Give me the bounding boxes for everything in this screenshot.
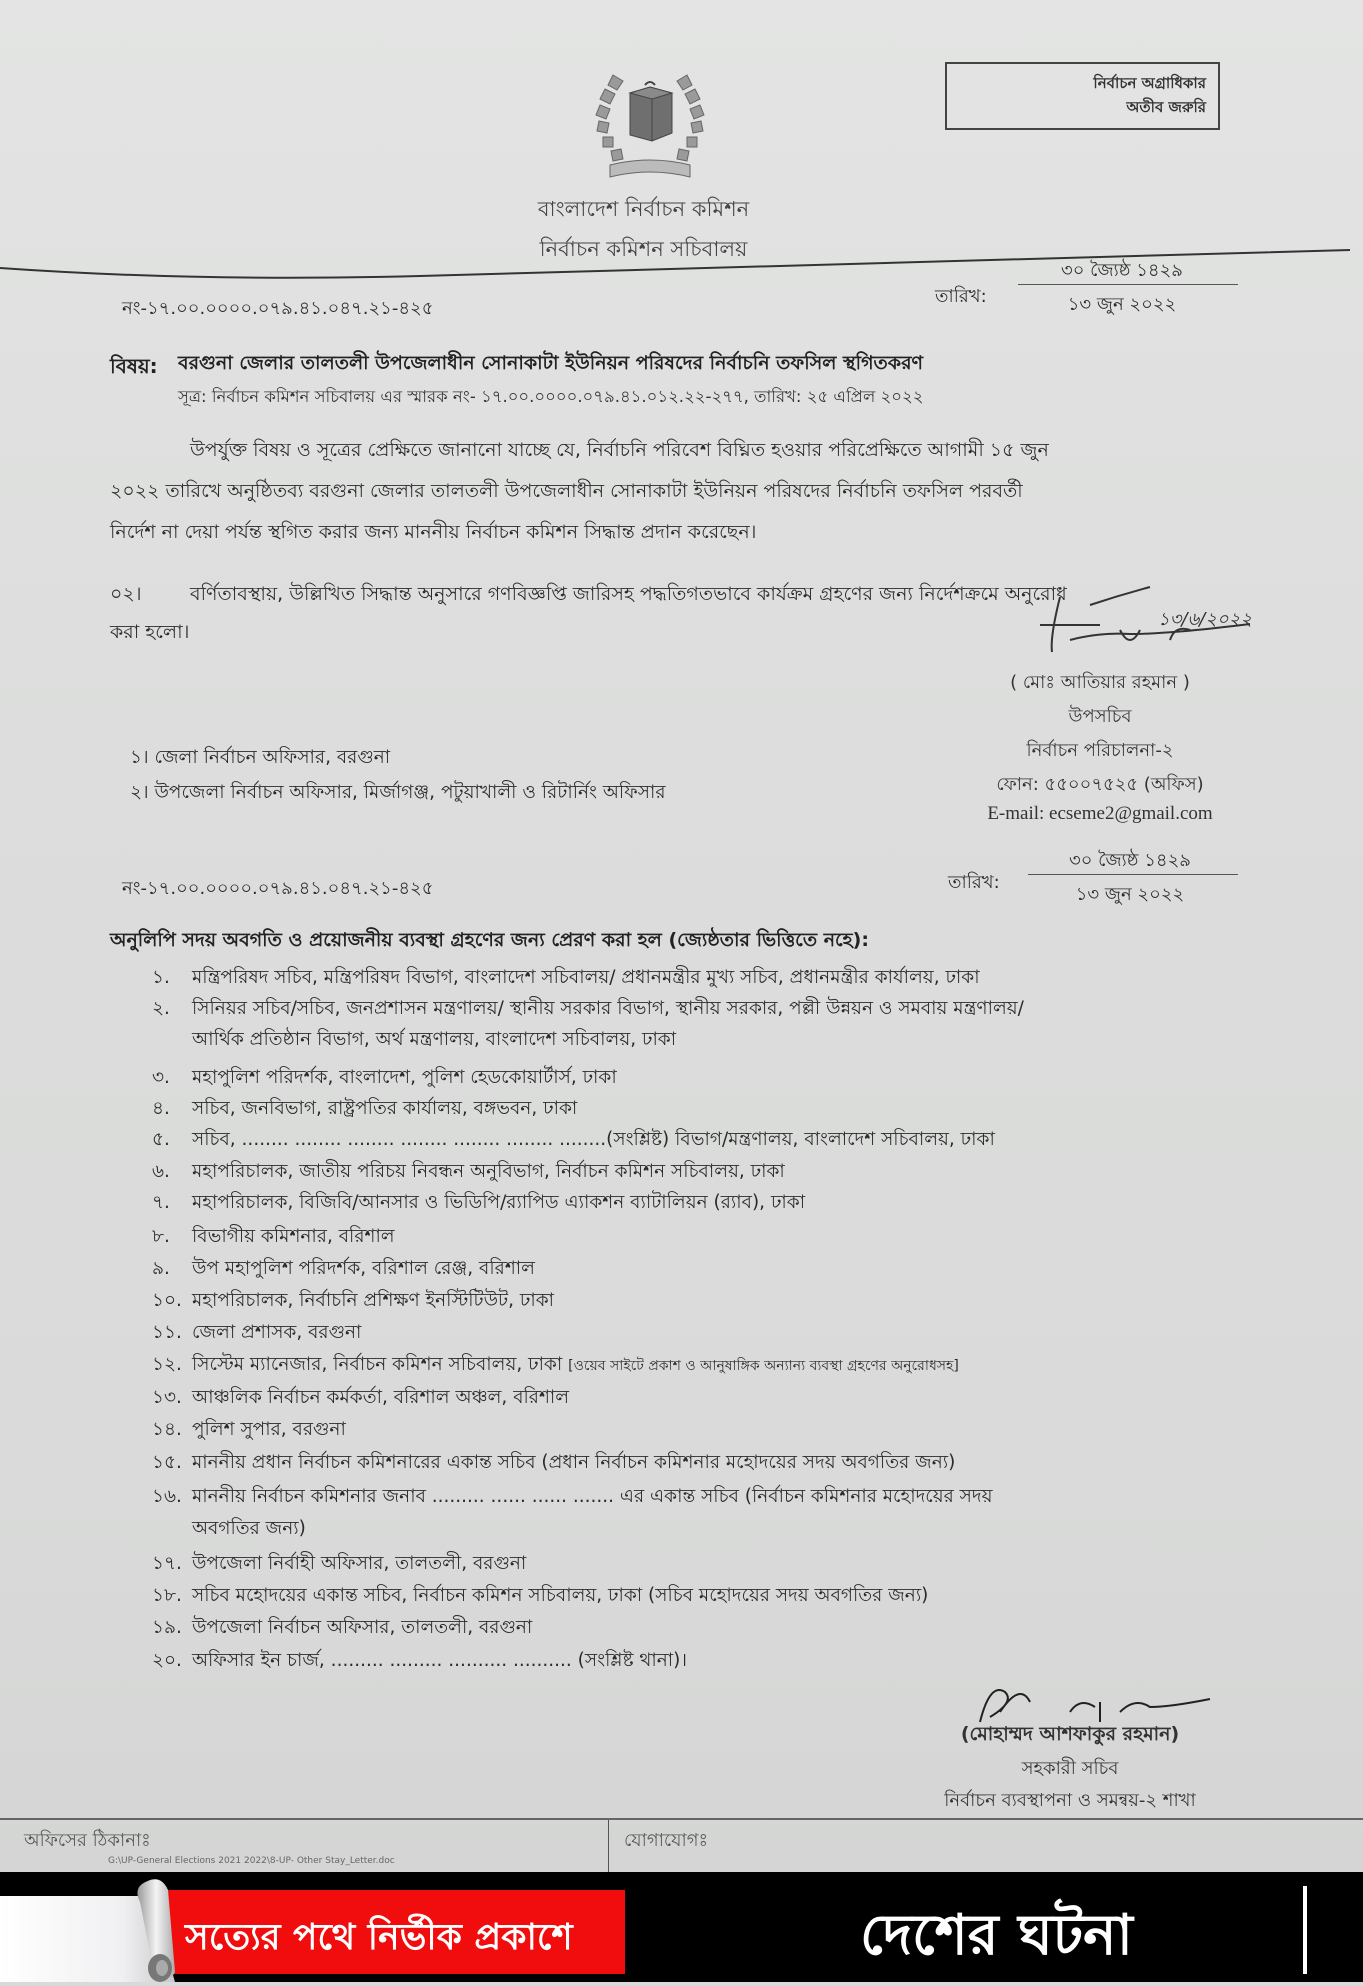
copy-list-item: ৯. উপ মহাপুলিশ পরিদর্শক, বরিশাল রেঞ্জ, বরিশাল	[152, 1258, 535, 1279]
brand-name: দেশের ঘটনা	[860, 1903, 1133, 1968]
signatory1-phone: ফোন: ৫৫০০৭৫২৫ (অফিস)	[996, 774, 1204, 795]
office-address-label: অফিসের ঠিকানাঃ	[24, 1830, 151, 1851]
copy-list-item: ১৫. মাননীয় প্রধান নির্বাচন কমিশনারের একান্ত সচিব (প্রধান নির্বাচন কমিশনার মহোদয়ের সদয় অবগতির জন্য)	[152, 1452, 956, 1473]
signature-date-note: ১৩/৬/২০২২	[1158, 609, 1253, 630]
signatory2-designation: সহকারী সচিব	[1021, 1758, 1119, 1779]
para2-number: ০২।	[110, 583, 142, 605]
secretariat-name: নির্বাচন কমিশন সচিবালয়	[539, 237, 748, 261]
date-label: তারিখ:	[935, 286, 987, 307]
memo2-date-label: তারিখ:	[948, 872, 1000, 893]
recipient-2: ২। উপজেলা নির্বাচন অফিসার, মির্জাগঞ্জ, পটুয়াখালী ও রিটার্নিং অফিসার	[130, 782, 666, 803]
signatory1-email: E-mail: ecseme2@gmail.com	[987, 803, 1213, 824]
copy-list-item: ৬. মহাপরিচালক, জাতীয় পরিচয় নিবন্ধন অনুবিভাগ, নির্বাচন কমিশন সচিবালয়, ঢাকা	[152, 1161, 785, 1182]
file-path: G:\UP-General Elections 2021 2022\8-UP- Other Stay_Letter.doc	[108, 1856, 395, 1866]
memo2-number: নং-১৭.০০.০০০০.০৭৯.৪১.০৪৭.২১-৪২৫	[122, 878, 434, 899]
memo2-date-gregorian: ১৩ জুন ২০২২	[1075, 884, 1185, 905]
reference-line: সূত্র: নির্বাচন কমিশন সচিবালয় এর স্মারক নং- ১৭.০০.০০০০.০৭৯.৪১.০১২.২২-২৭৭, তারিখ: ২৫ এপ্রিল ২০২২	[178, 387, 924, 406]
footer-divider	[0, 1818, 1363, 1820]
para2-line2: করা হলো।	[110, 621, 190, 643]
date-divider	[1018, 284, 1238, 285]
recipient-1: ১। জেলা নির্বাচন অফিসার, বরগুনা	[130, 747, 391, 768]
copy-list-item: ১০. মহাপরিচালক, নির্বাচনি প্রশিক্ষণ ইনস্টিটিউট, ঢাকা	[152, 1290, 555, 1311]
copy-list-heading: অনুলিপি সদয় অবগতি ও প্রয়োজনীয় ব্যবস্থা গ্রহণের জন্য প্রেরণ করা হল (জ্যেষ্ঠতার ভিত্তিতে নহে):	[110, 929, 869, 951]
copy-list-item: ১৭. উপজেলা নির্বাহী অফিসার, তালতলী, বরগুনা	[152, 1553, 527, 1574]
memo2-date-bangla: ৩০ জ্যৈষ্ঠ ১৪২৯	[1069, 850, 1191, 871]
signatory1-designation: উপসচিব	[1068, 706, 1132, 727]
copy-list-item: ২. সিনিয়র সচিব/সচিব, জনপ্রশাসন মন্ত্রণালয়/ স্থানীয় সরকার বিভাগ, স্থানীয় সরকার, পল্লী উন্নয়ন ও সমবায় মন্ত্রণালয়/	[152, 998, 1024, 1019]
subject-text: বরগুনা জেলার তালতলী উপজেলাধীন সোনাকাটা ইউনিয়ন পরিষদের নির্বাচনি তফসিল স্থগিতকরণ	[178, 352, 924, 374]
copy-list-item: ১২. সিস্টেম ম্যানেজার, নির্বাচন কমিশন সচিবালয়, ঢাকা [ওয়েব সাইটে প্রকাশ ও আনুষাঙ্গিক অন্যান্য ব্যবস্থা গ্রহণের অনুরোধসহ]	[152, 1354, 959, 1375]
priority-label: নির্বাচন অগ্রাধিকার	[1093, 74, 1206, 92]
copy-list-item: ১১. জেলা প্রশাসক, বরগুনা	[152, 1322, 362, 1343]
para1-line3: নির্দেশ না দেয়া পর্যন্ত স্থগিত করার জন্য মাননীয় নির্বাচন কমিশন সিদ্ধান্ত প্রদান করেছেন।	[110, 521, 757, 543]
contact-label: যোগাযোগঃ	[624, 1830, 709, 1851]
copy-list-item: ১৯. উপজেলা নির্বাচন অফিসার, তালতলী, বরগুনা	[152, 1617, 533, 1638]
priority-box	[945, 62, 1220, 130]
copy-list-item-continued: আর্থিক প্রতিষ্ঠান বিভাগ, অর্থ মন্ত্রণালয়, বাংলাদেশ সচিবালয়, ঢাকা	[192, 1029, 677, 1050]
urgency-label: অতীব জরুরি	[1126, 98, 1206, 116]
date-gregorian: ১৩ জুন ২০২২	[1067, 294, 1177, 315]
para2-line1: বর্ণিতাবস্থায়, উল্লিখিত সিদ্ধান্ত অনুসারে গণবিজ্ঞপ্তি জারিসহ পদ্ধতিগতভাবে কার্যক্রম গ্রহণের জন্য নির্দেশক্রমে অনুরোধ	[190, 583, 1067, 605]
date-bangla: ৩০ জ্যৈষ্ঠ ১৪২৯	[1061, 260, 1183, 281]
copy-list-item: ১৪. পুলিশ সুপার, বরগুনা	[152, 1419, 346, 1440]
para1-line1: উপর্যুক্ত বিষয় ও সূত্রের প্রেক্ষিতে জানানো যাচ্ছে যে, নির্বাচনি পরিবেশ বিঘ্নিত হওয়ার পরিপ্রেক্ষিতে আগামী ১৫ জুন	[190, 439, 1049, 461]
paper-scroll-icon	[0, 1872, 200, 1982]
subject-label: বিষয়:	[110, 354, 158, 378]
memo2-date-divider	[1028, 874, 1238, 875]
signatory1-section: নির্বাচন পরিচালনা-২	[1026, 740, 1174, 761]
copy-list-item: ১৮. সচিব মহোদয়ের একান্ত সচিব, নির্বাচন কমিশন সচিবালয়, ঢাকা (সচিব মহোদয়ের সদয় অবগতির জন্য)	[152, 1585, 929, 1606]
copy-list-item: ৫. সচিব, ........ ........ ........ ........ ........ ........ ........(সংশ্লিষ্ট) বিভাগ/মন্ত্রণালয়, বাংলাদেশ সচিবালয়, ঢাকা	[152, 1129, 995, 1150]
copy-list-item: ৪. সচিব, জনবিভাগ, রাষ্ট্রপতির কার্যালয়, বঙ্গভবন, ঢাকা	[152, 1098, 578, 1119]
copy-list-item: ১৬. মাননীয় নির্বাচন কমিশনার জনাব ......... ...... ...... ....... এর একান্ত সচিব (নির্বাচন কমিশনার মহোদয়ের সদয়	[152, 1486, 993, 1507]
copy-list-item-continued: অবগতির জন্য)	[192, 1518, 306, 1539]
copy-list-item: ৮. বিভাগীয় কমিশনার, বরিশাল	[152, 1226, 395, 1247]
ballot-box-emblem-icon	[585, 65, 715, 185]
copy-list-item: ১৩. আঞ্চলিক নির্বাচন কর্মকর্তা, বরিশাল অঞ্চল, বরিশাল	[152, 1387, 570, 1408]
org-name: বাংলাদেশ নির্বাচন কমিশন	[537, 197, 750, 221]
tagline-ribbon	[140, 1890, 625, 1974]
copy-list-item: ১. মন্ত্রিপরিষদ সচিব, মন্ত্রিপরিষদ বিভাগ, বাংলাদেশ সচিবালয়/ প্রধানমন্ত্রীর মুখ্য সচিব, প্রধানমন্ত্রীর কার্যালয়, ঢাকা	[152, 967, 980, 988]
publisher-banner	[0, 1872, 1363, 1982]
para1-line2: ২০২২ তারিখে অনুষ্ঠিতব্য বরগুনা জেলার তালতলী উপজেলাধীন সোনাকাটা ইউনিয়ন পরিষদের নির্বাচনি তফসিল পরবর্তী	[110, 480, 1023, 502]
signatory2-name: (মোহাম্মদ আশফাকুর রহমান)	[960, 1723, 1180, 1745]
tagline-text: সত্যের পথে নির্ভীক প্রকাশে	[185, 1917, 573, 1958]
copy-list-item: ৩. মহাপুলিশ পরিদর্শক, বাংলাদেশ, পুলিশ হেডকোয়ার্টার্স, ঢাকা	[152, 1067, 617, 1088]
footer-column-divider	[608, 1820, 609, 1872]
signatory2-section: নির্বাচন ব্যবস্থাপনা ও সমন্বয়-২ শাখা	[944, 1790, 1196, 1811]
banner-separator	[1303, 1886, 1307, 1974]
memo-number: নং-১৭.০০.০০০০.০৭৯.৪১.০৪৭.২১-৪২৫	[122, 298, 434, 319]
copy-list-item: ৭. মহাপরিচালক, বিজিবি/আনসার ও ভিডিপি/র‍্যাপিড এ্যাকশন ব্যাটালিয়ন (র‍্যাব), ঢাকা	[152, 1192, 806, 1213]
copy-list-item: ২০. অফিসার ইন চার্জ, ......... ......... .......... .......... (সংশ্লিষ্ট থানা)।	[152, 1650, 687, 1671]
signatory1-name: ( মোঃ আতিয়ার রহমান )	[1010, 672, 1190, 693]
